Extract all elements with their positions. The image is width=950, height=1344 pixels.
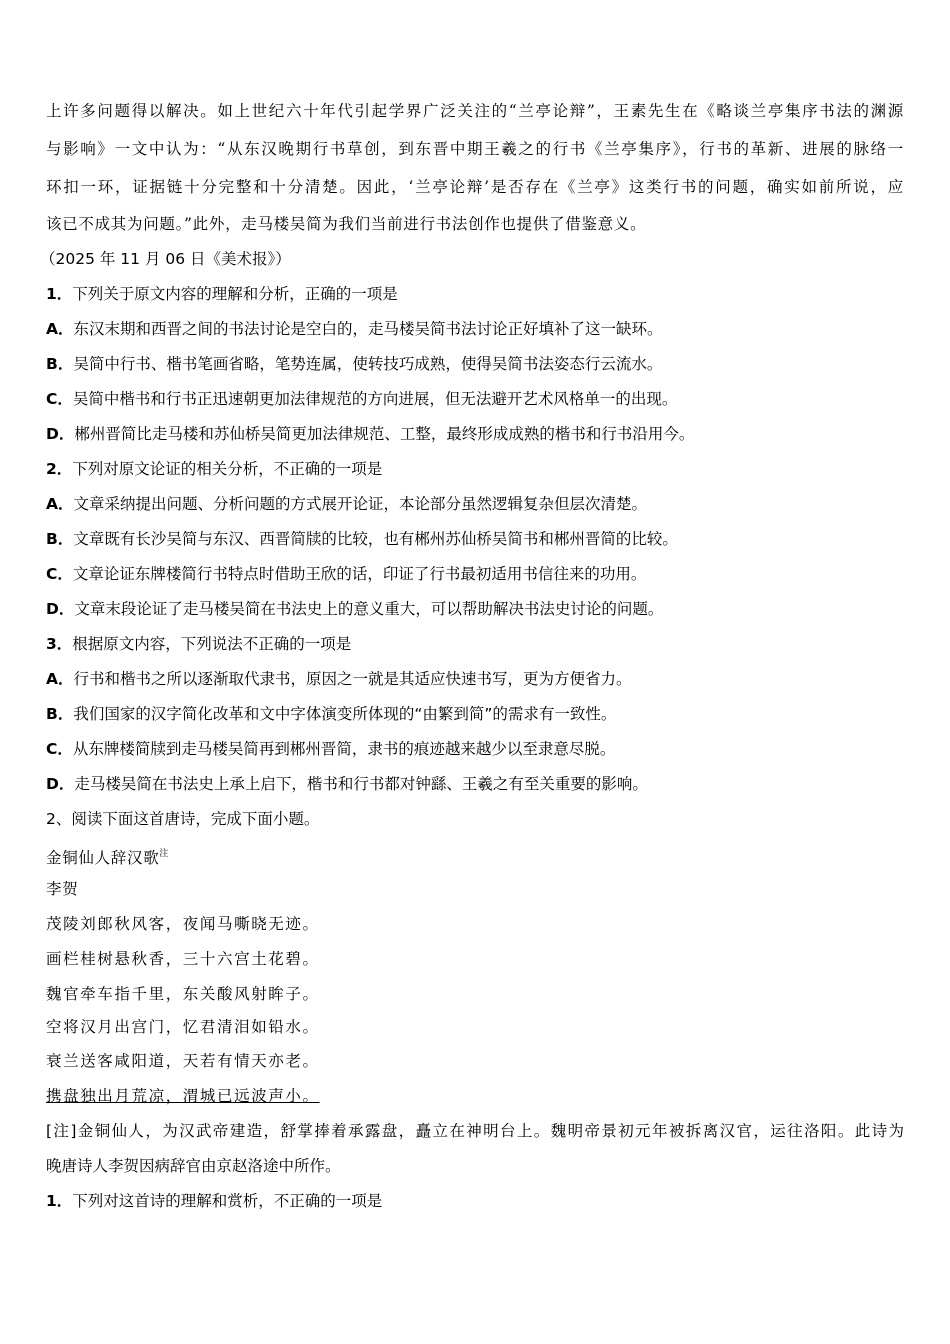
option-text: 东汉末期和西晋之间的书法讨论是空白的，走马楼吴简书法讨论正好填补了这一缺环。 <box>73 320 663 338</box>
option-key: A． <box>46 670 74 688</box>
q3-option-b <box>46 703 616 725</box>
poem-line-underlined <box>46 1085 320 1107</box>
section-2-intro: 2、阅读下面这首唐诗，完成下面小题。 <box>46 810 320 828</box>
poem-note-mark: 注 <box>159 849 170 859</box>
poem-line: 画栏桂树悬秋香，三十六宫土花碧。 <box>46 950 320 968</box>
passage-line-1: 上许多问题得以解决。如上世纪六十年代引起学界广泛关注的“兰亭论辩”，王素先生在《略谈兰亭集序书法的渊源 <box>46 102 904 120</box>
q3-option-a <box>46 668 632 690</box>
q1-option-b <box>46 353 662 375</box>
q2-option-b <box>46 528 678 550</box>
poem-line: 衰兰送客咸阳道，天若有情天亦老。 <box>46 1052 320 1070</box>
option-text: 吴简中行书、楷书笔画省略，笔势连属，使转技巧成熟，使得吴简书法姿态行云流水。 <box>73 355 663 373</box>
poem-title <box>46 843 169 869</box>
section-2-question-1-stem <box>46 1190 382 1212</box>
option-key: D． <box>46 775 75 793</box>
passage-line-4: 该已不成其为问题。”此外，走马楼吴简为我们当前进行书法创作也提供了借鉴意义。 <box>46 215 647 233</box>
q2-option-c <box>46 563 646 585</box>
q1-option-d <box>46 423 694 445</box>
option-key: B． <box>46 705 74 723</box>
poem-line-text: 携盘独出月荒凉，渭城已远波声小。 <box>46 1087 320 1105</box>
option-key: D． <box>46 425 75 443</box>
question-number: 3． <box>46 635 73 653</box>
option-key: D． <box>46 600 75 618</box>
poem-author: 李贺 <box>46 880 79 898</box>
q2-option-d <box>46 598 663 620</box>
source-citation: （2025 年 11 月 06 日《美术报》） <box>40 250 291 268</box>
poem-line: 魏官牵车指千里，东关酸风射眸子。 <box>46 985 320 1003</box>
question-text: 下列关于原文内容的理解和分析，正确的一项是 <box>72 285 398 303</box>
option-text: 我们国家的汉字简化改革和文中字体演变所体现的“由繁到简”的需求有一致性。 <box>73 705 617 723</box>
option-key: B． <box>46 530 74 548</box>
poem-line: 茂陵刘郎秋风客，夜闻马嘶晓无迹。 <box>46 915 320 933</box>
option-text: 走马楼吴简在书法史上承上启下，楷书和行书都对钟繇、王羲之有至关重要的影响。 <box>74 775 648 793</box>
question-2-stem <box>46 458 382 480</box>
option-key: A． <box>46 495 74 513</box>
option-text: 文章既有长沙吴简与东汉、西晋简牍的比较，也有郴州苏仙桥吴简书和郴州晋简的比较。 <box>73 530 678 548</box>
question-number: 1． <box>46 285 73 303</box>
question-number: 1． <box>46 1192 73 1210</box>
option-key: A． <box>46 320 74 338</box>
option-text: 文章论证东牌楼简行书特点时借助王欣的话，印证了行书最初适用书信往来的功用。 <box>72 565 647 583</box>
q2-option-a <box>46 493 647 515</box>
question-3-stem <box>46 633 351 655</box>
question-1-stem <box>46 283 398 305</box>
question-number: 2． <box>46 460 73 478</box>
poem-note-line-2: 晚唐诗人李贺因病辞官由京赵洛途中所作。 <box>46 1157 341 1175</box>
option-text: 吴简中楷书和行书正迅速朝更加法律规范的方向进展，但无法避开艺术风格单一的出现。 <box>72 390 678 408</box>
question-text: 根据原文内容，下列说法不正确的一项是 <box>72 635 352 653</box>
option-key: C． <box>46 740 73 758</box>
q3-option-c <box>46 738 615 760</box>
poem-note-line-1: [注]金铜仙人，为汉武帝建造，舒掌捧着承露盘，矗立在神明台上。魏明帝景初元年被拆离汉官，运往洛阳。此诗为 <box>46 1122 904 1140</box>
option-text: 文章采纳提出问题、分析问题的方式展开论证，本论部分虽然逻辑复杂但层次清楚。 <box>73 495 648 513</box>
option-key: C． <box>46 565 73 583</box>
option-key: B． <box>46 355 74 373</box>
q1-option-a <box>46 318 663 340</box>
option-text: 郴州晋简比走马楼和苏仙桥吴简更加法律规范、工整，最终形成成熟的楷书和行书沿用今。 <box>74 425 695 443</box>
q1-option-c <box>46 388 677 410</box>
option-text: 从东牌楼简牍到走马楼吴简再到郴州晋简，隶书的痕迹越来越少以至隶意尽脱。 <box>72 740 616 758</box>
question-text: 下列对这首诗的理解和赏析，不正确的一项是 <box>72 1192 383 1210</box>
option-text: 文章末段论证了走马楼吴简在书法史上的意义重大，可以帮助解决书法史讨论的问题。 <box>74 600 664 618</box>
question-text: 下列对原文论证的相关分析，不正确的一项是 <box>72 460 383 478</box>
option-key: C． <box>46 390 73 408</box>
passage-line-3: 环扣一环，证据链十分完整和十分清楚。因此，‘兰亭论辩’是否存在《兰亭》这类行书的问题，确实如前所说，应 <box>46 178 904 196</box>
poem-line: 空将汉月出宫门，忆君清泪如铅水。 <box>46 1018 320 1036</box>
option-text: 行书和楷书之所以逐渐取代隶书，原因之一就是其适应快速书写，更为方便省力。 <box>73 670 632 688</box>
q3-option-d <box>46 773 648 795</box>
passage-line-2: 与影响》一文中认为：“从东汉晚期行书草创，到东晋中期王羲之的行书《兰亭集序》，行书的革新、进展的脉络一 <box>46 140 904 158</box>
poem-title-text: 金铜仙人辞汉歌 <box>46 849 160 867</box>
